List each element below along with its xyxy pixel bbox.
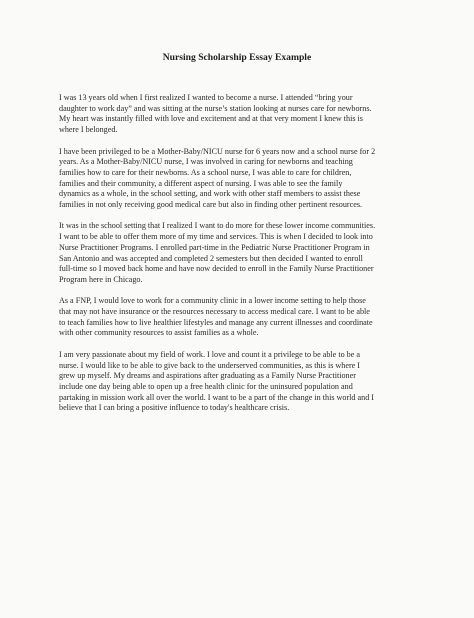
document-title: Nursing Scholarship Essay Example: [162, 52, 312, 63]
paragraph-3: [59, 221, 427, 285]
text-line: nurse. I would like to be able to give back to the underserved communities, as this is where I: [59, 360, 360, 370]
text-line: to teach families how to live healthier lifestyles and manage any current illnesses and coordinate: [59, 317, 373, 327]
text-line: families how to care for their newborns. As a school nurse, I was able to care for children,: [59, 167, 352, 177]
text-line: where I belonged.: [59, 125, 118, 135]
text-line: years. As a Mother-Baby/NICU nurse, I was involved in caring for newborns and teaching: [59, 157, 353, 167]
text-line: include one day being able to open up a free health clinic for the uninsured population and: [59, 381, 353, 391]
text-line: believe that I can bring a positive influence to today's healthcare crisis.: [59, 403, 290, 413]
text-line: Nurse Practitioner Programs. I enrolled part-time in the Pediatric Nurse Practitioner Program in: [59, 242, 370, 252]
text-line: partaking in mission work all over the world. I want to be a part of the change in this world and I: [59, 392, 374, 402]
document-body: [59, 93, 427, 425]
text-line: It was in the school setting that I realized I want to do more for these lower income communities.: [59, 221, 376, 231]
text-line: Program here in Chicago.: [59, 274, 143, 284]
text-line: I was 13 years old when I first realized I wanted to become a nurse. I attended “bring your: [59, 93, 353, 102]
text-line: As a FNP, I would love to work for a community clinic in a lower income setting to help those: [59, 296, 366, 306]
text-line: I have been privileged to be a Mother-Baby/NICU nurse for 6 years now and a school nurse for 2: [59, 146, 376, 156]
text-line: families and their community, a different aspect of nursing. I was able to see the family: [59, 178, 343, 188]
text-line: daughter to work day” and was sitting at the nurse’s station looking at nurses care for newborns.: [59, 103, 372, 113]
text-line: with other community resources to assist families as a whole.: [59, 328, 259, 338]
paragraph-2: [59, 147, 427, 211]
text-line: full-time so I moved back home and have now decided to enroll in the Family Nurse Practitioner: [59, 264, 374, 274]
text-line: dynamics as a whole, in the school setting, and work with other staff members to assist these: [59, 189, 361, 199]
text-line: grew up myself. My dreams and aspirations after graduating as a Family Nurse Practitioner: [59, 371, 356, 381]
text-line: families in not only receiving good medical care but also in finding other pertinent resources.: [59, 200, 363, 210]
text-line: My heart was instantly filled with love and excitement and at that very moment I knew this is: [59, 114, 363, 124]
paragraph-4: [59, 296, 427, 339]
text-line: I am very passionate about my field of work. I love and count it a privilege to be able to be a: [59, 349, 360, 359]
text-line: that may not have insurance or the resources necessary to access medical care. I want to be able: [59, 307, 370, 317]
paragraph-5: [59, 350, 427, 414]
paragraph-1: [59, 93, 427, 136]
text-line: San Antonio and was accepted and completed 2 semesters but then decided I wanted to enroll: [59, 253, 363, 263]
text-line: I want to be able to offer them more of my time and services. This is when I decided to look into: [59, 232, 373, 242]
